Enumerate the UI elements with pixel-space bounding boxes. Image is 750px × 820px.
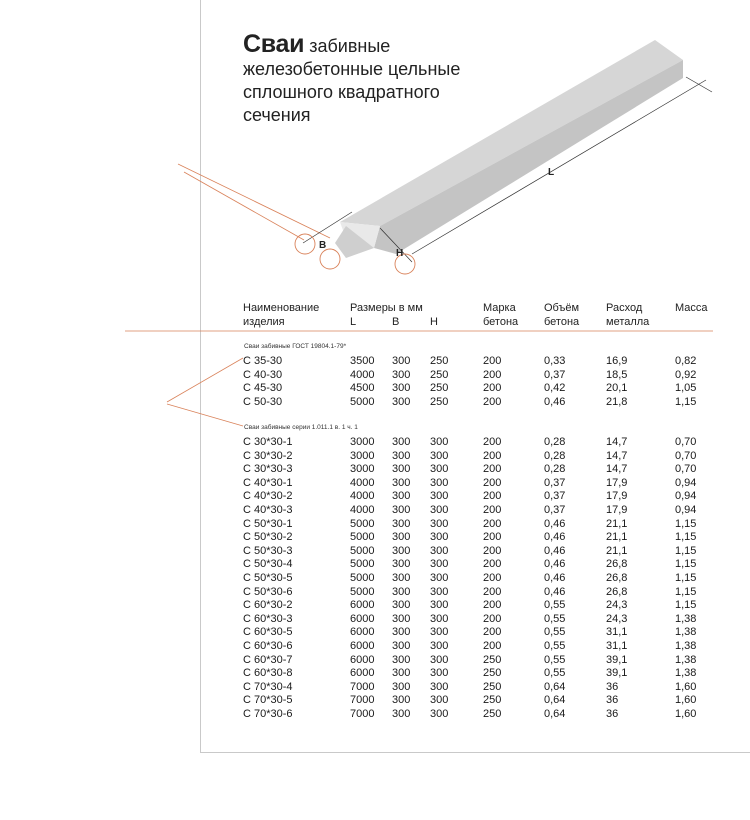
cell-metal: 39,1 bbox=[606, 667, 628, 680]
cell-length: 3500 bbox=[350, 355, 375, 367]
cell-width: 300 bbox=[392, 436, 411, 448]
cell-mass: 0,94 bbox=[675, 490, 697, 503]
cell-metal: 26,8 bbox=[606, 572, 628, 584]
header-mass: Масса bbox=[675, 302, 708, 314]
cell-volume: 0,55 bbox=[544, 626, 566, 639]
cell-grade: 250 bbox=[483, 708, 502, 720]
cell-name: С 70*30-6 bbox=[243, 708, 293, 720]
cell-grade: 250 bbox=[483, 680, 502, 693]
header-dims: Размеры в мм bbox=[350, 302, 423, 314]
cell-name: С 30*30-3 bbox=[243, 463, 293, 476]
cell-metal: 24,3 bbox=[606, 612, 628, 625]
cell-width: 300 bbox=[392, 504, 411, 516]
cell-width: 300 bbox=[392, 585, 411, 598]
cell-width: 300 bbox=[392, 680, 411, 693]
cell-grade: 200 bbox=[483, 640, 502, 652]
cell-length: 6000 bbox=[350, 626, 375, 639]
cell-length: 5000 bbox=[350, 544, 375, 557]
cell-grade: 200 bbox=[483, 531, 502, 544]
cell-mass: 1,15 bbox=[675, 517, 697, 530]
cell-name: С 40*30-2 bbox=[243, 490, 293, 503]
cell-length: 3000 bbox=[350, 463, 375, 476]
cell-metal: 14,7 bbox=[606, 463, 628, 476]
cell-volume: 0,55 bbox=[544, 612, 566, 625]
cell-volume: 0,55 bbox=[544, 653, 566, 666]
cell-grade: 200 bbox=[483, 626, 502, 639]
cell-grade: 200 bbox=[483, 449, 502, 462]
cell-name: С 40*30-3 bbox=[243, 504, 293, 516]
cell-grade: 200 bbox=[483, 599, 502, 612]
cell-grade: 200 bbox=[483, 517, 502, 530]
cell-mass: 0,94 bbox=[675, 504, 697, 516]
cell-grade: 250 bbox=[483, 694, 502, 707]
bracket-line-lower bbox=[167, 404, 243, 426]
header-name: Наименование изделия bbox=[243, 302, 320, 328]
cell-name: С 60*30-8 bbox=[243, 667, 293, 680]
cell-name: С 50*30-4 bbox=[243, 558, 293, 571]
cell-height: 300 bbox=[430, 599, 449, 612]
cell-height: 300 bbox=[430, 558, 449, 571]
cell-width: 300 bbox=[392, 531, 411, 544]
cell-height: 300 bbox=[430, 708, 449, 720]
cell-metal: 26,8 bbox=[606, 558, 628, 571]
cell-grade: 200 bbox=[483, 476, 502, 489]
marker-circle-tip bbox=[320, 249, 340, 269]
cell-height: 300 bbox=[430, 544, 449, 557]
cell-width: 300 bbox=[392, 476, 411, 489]
cell-width: 300 bbox=[392, 355, 411, 367]
cell-mass: 1,38 bbox=[675, 626, 697, 639]
cell-metal: 24,3 bbox=[606, 599, 628, 612]
cell-height: 300 bbox=[430, 653, 449, 666]
cell-grade: 200 bbox=[483, 463, 502, 476]
cell-metal: 16,9 bbox=[606, 355, 628, 367]
cell-width: 300 bbox=[392, 572, 411, 584]
cell-grade: 200 bbox=[483, 504, 502, 516]
cell-name: С 50*30-2 bbox=[243, 531, 293, 544]
cell-mass: 1,38 bbox=[675, 653, 697, 666]
cell-mass: 1,15 bbox=[675, 585, 697, 598]
header-b: B bbox=[392, 316, 400, 328]
cell-height: 300 bbox=[430, 612, 449, 625]
cell-length: 7000 bbox=[350, 694, 375, 707]
cell-volume: 0,46 bbox=[544, 395, 566, 408]
guide-line-top bbox=[178, 164, 330, 238]
cell-mass: 1,15 bbox=[675, 395, 697, 408]
cell-metal: 14,7 bbox=[606, 449, 628, 462]
cell-mass: 0,94 bbox=[675, 476, 697, 489]
cell-volume: 0,37 bbox=[544, 490, 566, 503]
cell-width: 300 bbox=[392, 368, 411, 381]
cell-width: 300 bbox=[392, 463, 411, 476]
cell-volume: 0,28 bbox=[544, 463, 566, 476]
cell-width: 300 bbox=[392, 612, 411, 625]
header-metal: Расход металла bbox=[606, 302, 650, 328]
cell-length: 6000 bbox=[350, 599, 375, 612]
cell-height: 300 bbox=[430, 572, 449, 584]
cell-name: С 60*30-7 bbox=[243, 653, 293, 666]
cell-name: С 50*30-5 bbox=[243, 572, 293, 584]
cell-width: 300 bbox=[392, 708, 411, 720]
cell-height: 300 bbox=[430, 517, 449, 530]
cell-length: 4000 bbox=[350, 490, 375, 503]
cell-width: 300 bbox=[392, 382, 411, 395]
cell-grade: 200 bbox=[483, 436, 502, 448]
cell-length: 7000 bbox=[350, 708, 375, 720]
cell-mass: 1,38 bbox=[675, 640, 697, 652]
cell-height: 250 bbox=[430, 395, 449, 408]
cell-metal: 21,1 bbox=[606, 531, 628, 544]
cell-height: 300 bbox=[430, 436, 449, 448]
cell-name: С 60*30-5 bbox=[243, 626, 293, 639]
cell-volume: 0,55 bbox=[544, 667, 566, 680]
cell-name: С 40*30-1 bbox=[243, 476, 293, 489]
cell-height: 300 bbox=[430, 463, 449, 476]
cell-name: С 60*30-2 bbox=[243, 599, 293, 612]
cell-length: 6000 bbox=[350, 667, 375, 680]
cell-volume: 0,37 bbox=[544, 476, 566, 489]
cell-metal: 20,1 bbox=[606, 382, 628, 395]
cell-name: С 50*30-1 bbox=[243, 517, 293, 530]
cell-mass: 1,38 bbox=[675, 667, 697, 680]
cell-width: 300 bbox=[392, 694, 411, 707]
cell-width: 300 bbox=[392, 517, 411, 530]
cell-height: 250 bbox=[430, 368, 449, 381]
cell-width: 300 bbox=[392, 599, 411, 612]
cell-name: С 60*30-3 bbox=[243, 612, 293, 625]
label-b: B bbox=[319, 240, 327, 251]
header-volume: Объём бетона bbox=[544, 302, 580, 328]
cell-width: 300 bbox=[392, 490, 411, 503]
title-rest: забивные железобетонные цельные сплошного квадратного сечения bbox=[243, 36, 461, 125]
cell-length: 4000 bbox=[350, 368, 375, 381]
cell-volume: 0,46 bbox=[544, 572, 566, 584]
cell-mass: 0,70 bbox=[675, 463, 697, 476]
label-l: L bbox=[548, 167, 555, 178]
cell-height: 300 bbox=[430, 449, 449, 462]
cell-mass: 1,05 bbox=[675, 382, 697, 395]
cell-length: 4000 bbox=[350, 476, 375, 489]
cell-metal: 18,5 bbox=[606, 368, 628, 381]
cell-metal: 36 bbox=[606, 680, 619, 693]
cell-metal: 26,8 bbox=[606, 585, 628, 598]
cell-metal: 21,8 bbox=[606, 395, 628, 408]
cell-width: 300 bbox=[392, 558, 411, 571]
cell-grade: 200 bbox=[483, 558, 502, 571]
cell-name: С 40-30 bbox=[243, 368, 283, 381]
cell-volume: 0,42 bbox=[544, 382, 566, 395]
cell-volume: 0,64 bbox=[544, 694, 566, 707]
cell-volume: 0,55 bbox=[544, 599, 566, 612]
cell-volume: 0,37 bbox=[544, 504, 566, 516]
cell-mass: 1,15 bbox=[675, 544, 697, 557]
cell-mass: 1,60 bbox=[675, 694, 697, 707]
page-title bbox=[243, 30, 503, 127]
cell-volume: 0,46 bbox=[544, 558, 566, 571]
cell-length: 5000 bbox=[350, 517, 375, 530]
cell-grade: 250 bbox=[483, 653, 502, 666]
cell-height: 300 bbox=[430, 476, 449, 489]
cell-name: С 70*30-5 bbox=[243, 694, 293, 707]
cell-name: С 50*30-6 bbox=[243, 585, 293, 598]
cell-width: 300 bbox=[392, 449, 411, 462]
cell-metal: 31,1 bbox=[606, 640, 628, 652]
cell-volume: 0,46 bbox=[544, 531, 566, 544]
cell-volume: 0,55 bbox=[544, 640, 566, 652]
cell-mass: 1,15 bbox=[675, 558, 697, 571]
cell-width: 300 bbox=[392, 626, 411, 639]
bracket-line-upper bbox=[167, 358, 243, 402]
cell-height: 250 bbox=[430, 382, 449, 395]
cell-height: 300 bbox=[430, 667, 449, 680]
cell-height: 300 bbox=[430, 694, 449, 707]
cell-volume: 0,64 bbox=[544, 680, 566, 693]
cell-length: 5000 bbox=[350, 531, 375, 544]
cell-metal: 17,9 bbox=[606, 504, 628, 516]
cell-name: С 30*30-2 bbox=[243, 449, 293, 462]
cell-height: 300 bbox=[430, 640, 449, 652]
header-grade: Марка бетона bbox=[483, 302, 519, 328]
cell-grade: 250 bbox=[483, 667, 502, 680]
cell-name: С 30*30-1 bbox=[243, 436, 293, 448]
cell-grade: 200 bbox=[483, 368, 502, 381]
cell-name: С 50-30 bbox=[243, 395, 283, 408]
cell-length: 5000 bbox=[350, 395, 375, 408]
cell-metal: 14,7 bbox=[606, 436, 628, 448]
cell-length: 5000 bbox=[350, 572, 375, 584]
header-l: L bbox=[350, 316, 357, 328]
cell-mass: 1,15 bbox=[675, 599, 697, 612]
section-title-series: Сваи забивные серии 1.011.1 в. 1 ч. 1 bbox=[244, 424, 358, 431]
cell-length: 4500 bbox=[350, 382, 375, 395]
cell-length: 5000 bbox=[350, 558, 375, 571]
cell-mass: 1,60 bbox=[675, 680, 697, 693]
cell-name: С 50*30-3 bbox=[243, 544, 293, 557]
cell-height: 300 bbox=[430, 626, 449, 639]
cell-length: 6000 bbox=[350, 612, 375, 625]
cell-name: С 35-30 bbox=[243, 355, 283, 367]
cell-metal: 39,1 bbox=[606, 653, 628, 666]
cell-grade: 200 bbox=[483, 490, 502, 503]
cell-mass: 1,60 bbox=[675, 708, 697, 720]
cell-length: 4000 bbox=[350, 504, 375, 516]
cell-volume: 0,46 bbox=[544, 544, 566, 557]
cell-volume: 0,33 bbox=[544, 355, 566, 367]
cell-grade: 200 bbox=[483, 355, 502, 367]
cell-metal: 31,1 bbox=[606, 626, 628, 639]
cell-width: 300 bbox=[392, 395, 411, 408]
cell-mass: 0,70 bbox=[675, 449, 697, 462]
cell-grade: 200 bbox=[483, 612, 502, 625]
cell-metal: 21,1 bbox=[606, 517, 628, 530]
cell-mass: 1,15 bbox=[675, 572, 697, 584]
cell-grade: 200 bbox=[483, 395, 502, 408]
cell-length: 3000 bbox=[350, 436, 375, 448]
cell-name: С 45-30 bbox=[243, 382, 283, 395]
cell-mass: 0,82 bbox=[675, 355, 697, 367]
cell-grade: 200 bbox=[483, 572, 502, 584]
cell-length: 5000 bbox=[350, 585, 375, 598]
cell-grade: 200 bbox=[483, 585, 502, 598]
cell-metal: 36 bbox=[606, 694, 619, 707]
cell-length: 6000 bbox=[350, 640, 375, 652]
cell-height: 300 bbox=[430, 504, 449, 516]
cell-mass: 0,92 bbox=[675, 368, 697, 381]
cell-length: 3000 bbox=[350, 449, 375, 462]
cell-height: 300 bbox=[430, 531, 449, 544]
cell-volume: 0,46 bbox=[544, 517, 566, 530]
cell-width: 300 bbox=[392, 653, 411, 666]
cell-volume: 0,28 bbox=[544, 436, 566, 448]
cell-width: 300 bbox=[392, 640, 411, 652]
cell-name: С 70*30-4 bbox=[243, 680, 293, 693]
section-title-gost: Сваи забивные ГОСТ 19804.1-79* bbox=[244, 343, 347, 350]
marker-circle-b bbox=[295, 234, 315, 254]
cell-metal: 17,9 bbox=[606, 490, 628, 503]
cell-metal: 17,9 bbox=[606, 476, 628, 489]
cell-mass: 1,15 bbox=[675, 531, 697, 544]
cell-height: 300 bbox=[430, 585, 449, 598]
label-h: H bbox=[396, 248, 404, 259]
cell-metal: 36 bbox=[606, 708, 619, 720]
cell-height: 250 bbox=[430, 355, 449, 367]
cell-volume: 0,37 bbox=[544, 368, 566, 381]
cell-grade: 200 bbox=[483, 382, 502, 395]
cell-mass: 0,70 bbox=[675, 436, 697, 448]
cell-volume: 0,28 bbox=[544, 449, 566, 462]
guide-line-top-2 bbox=[184, 172, 304, 240]
cell-length: 6000 bbox=[350, 653, 375, 666]
cell-name: С 60*30-6 bbox=[243, 640, 293, 652]
title-bold: Сваи bbox=[243, 30, 305, 58]
cell-height: 300 bbox=[430, 680, 449, 693]
cell-mass: 1,38 bbox=[675, 612, 697, 625]
cell-metal: 21,1 bbox=[606, 544, 628, 557]
cell-height: 300 bbox=[430, 490, 449, 503]
cell-width: 300 bbox=[392, 667, 411, 680]
cell-length: 7000 bbox=[350, 680, 375, 693]
cell-grade: 200 bbox=[483, 544, 502, 557]
header-h: H bbox=[430, 316, 438, 328]
cell-width: 300 bbox=[392, 544, 411, 557]
cell-volume: 0,46 bbox=[544, 585, 566, 598]
cell-volume: 0,64 bbox=[544, 708, 566, 720]
